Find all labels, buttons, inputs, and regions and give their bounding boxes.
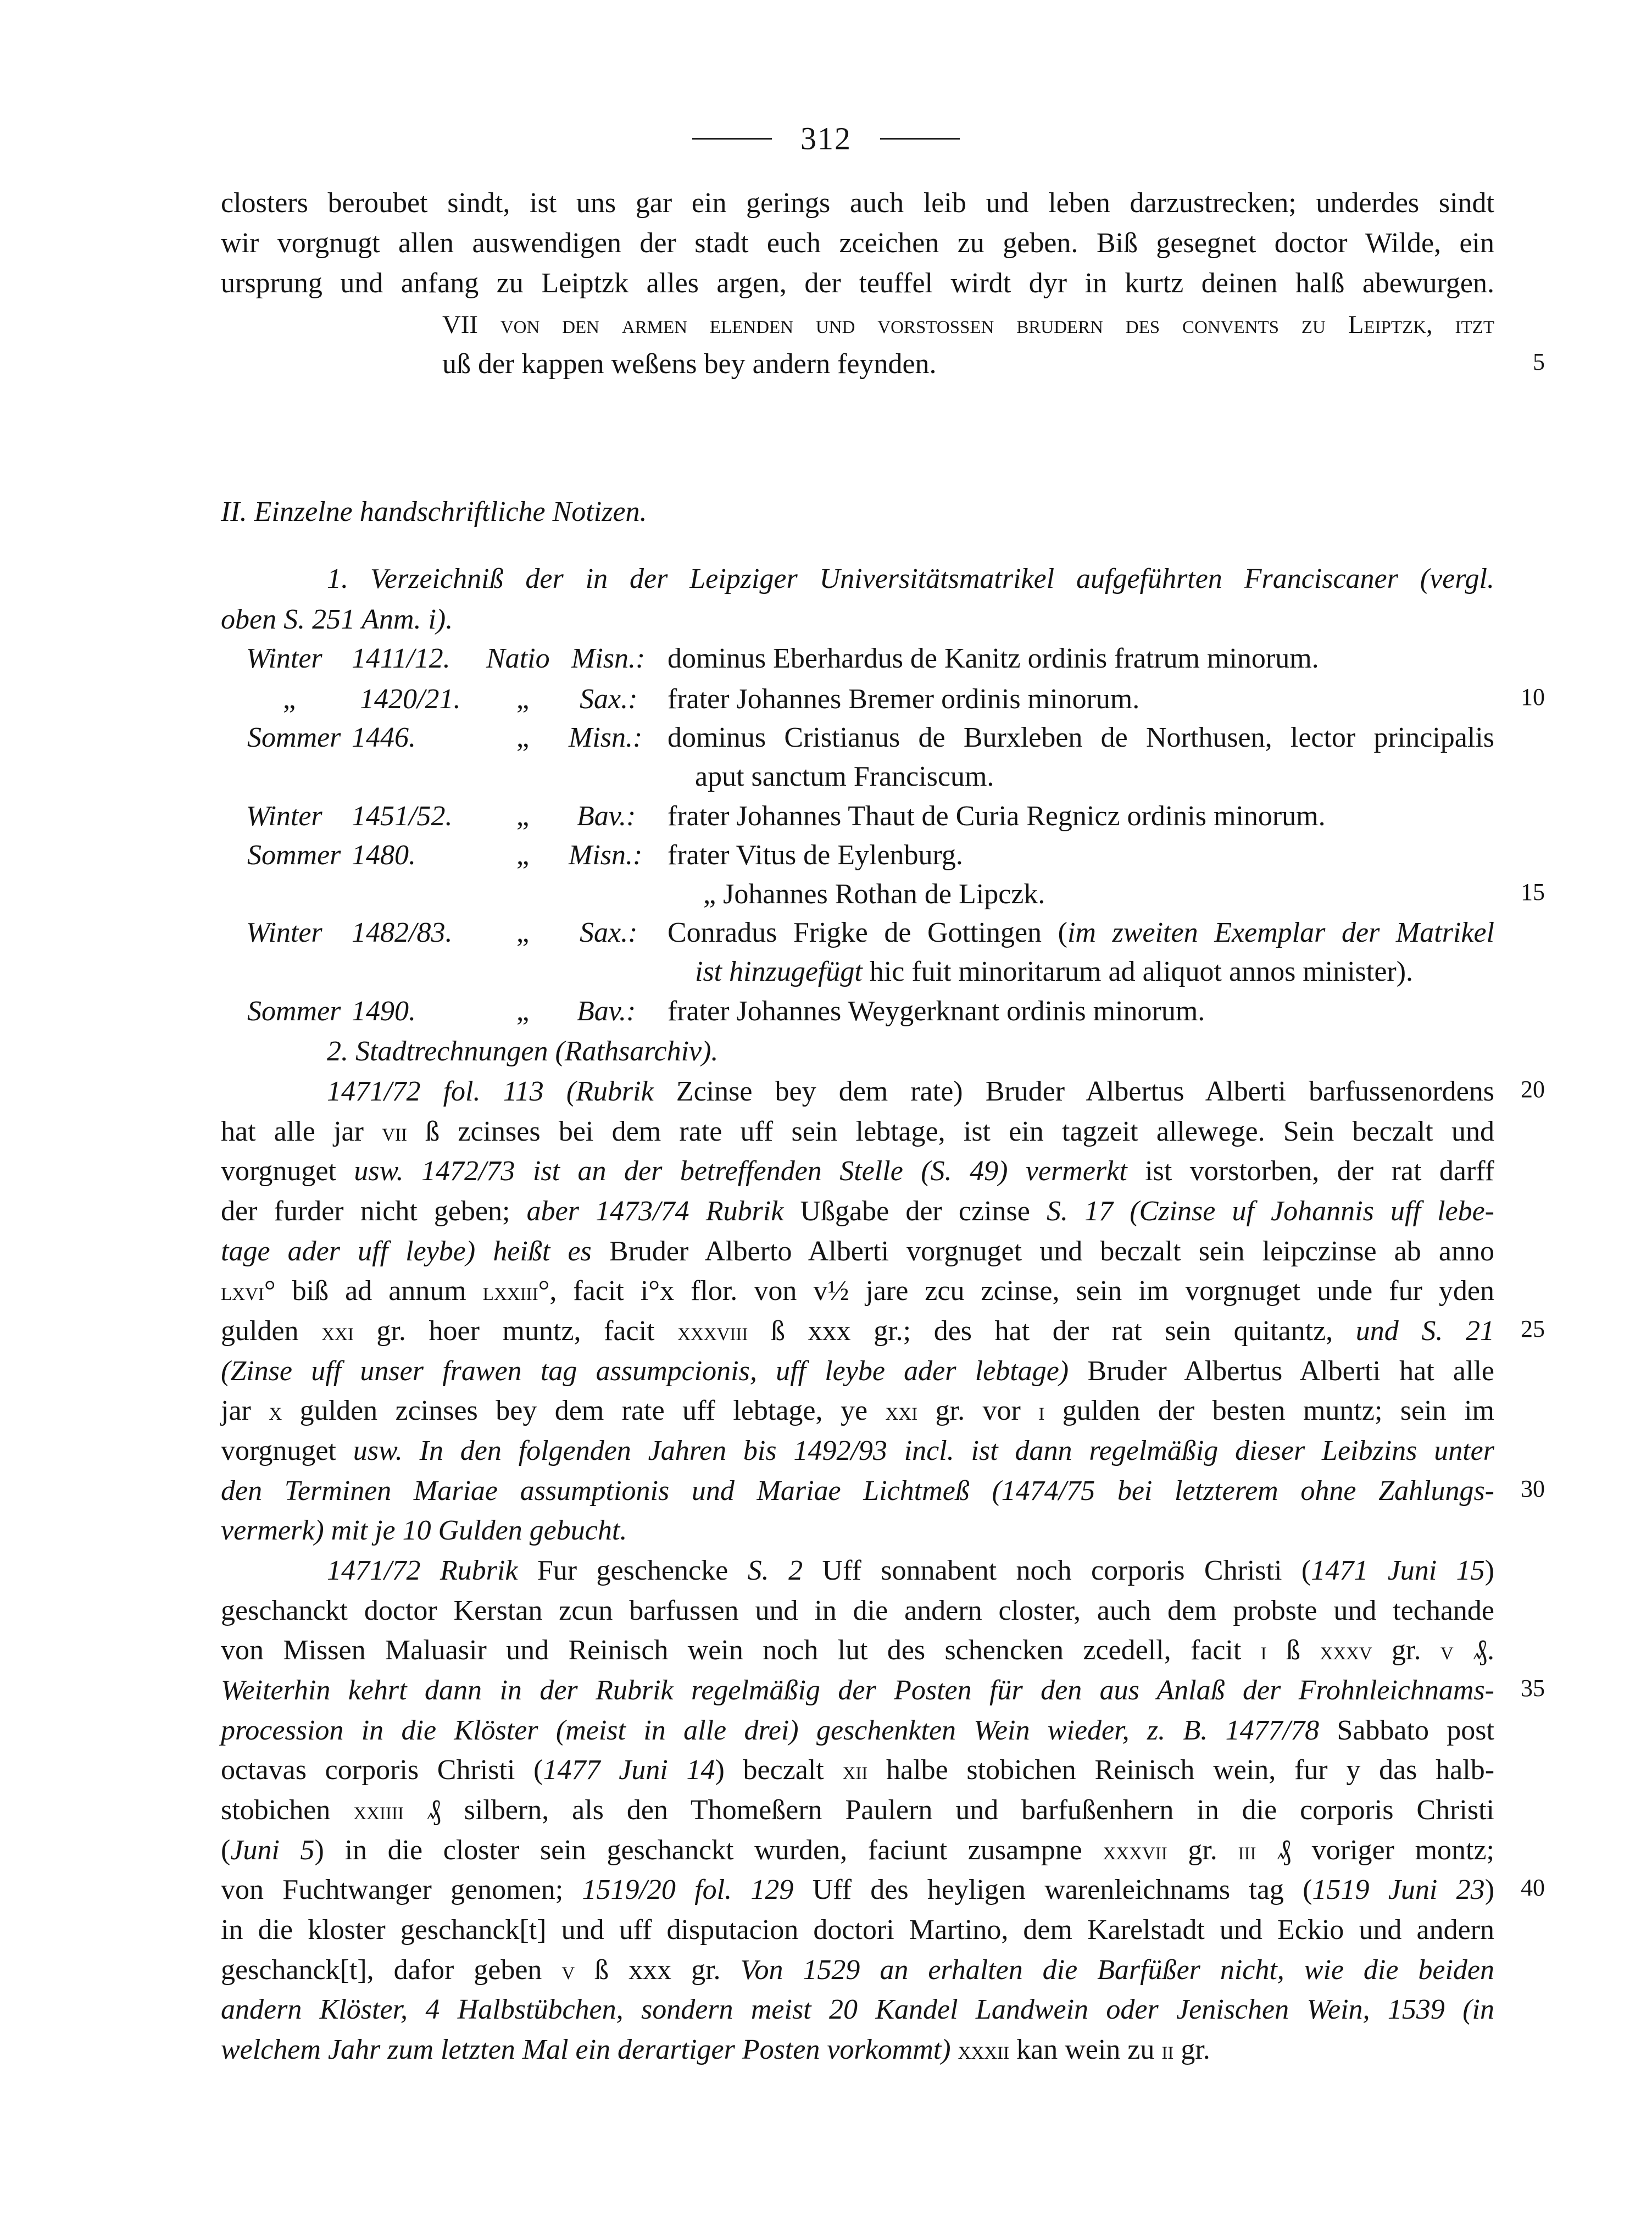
subsection-title: oben S. 251 Anm. i). [221, 604, 453, 635]
entry-term: „ [283, 683, 296, 715]
paragraph-line: von Fuchtwanger genomen; 1519/20 fol. 129 Uff des heyligen warenleichnams tag (1519 Juni 23) [221, 1874, 1495, 1905]
entry-term: Winter [246, 643, 322, 674]
letter-line: closters beroubet sindt, ist uns gar ein gerings auch leib und leben darzustrecken; underdes sindt [221, 187, 1494, 219]
paragraph-line: vorgnuget usw. 1472/73 ist an der betreffenden Stelle (S. 49) vermerkt ist vorstorben, der rat darff [221, 1155, 1495, 1187]
paragraph-line: (Zinse uff unser frawen tag assumpcionis, uff leybe ader lebtage) Bruder Albertus Alberti hat alle [221, 1355, 1494, 1387]
entry-text: frater Johannes Thaut de Curia Regnicz ordinis minorum. [668, 801, 1326, 832]
paragraph-line: stobichen xxiiii ₰ silbern, als den Thomeßern Paulern und barfußenhern in die corporis Christi [221, 1794, 1494, 1826]
subsection-title: 1. Verzeichniß der in der Leipziger Universitätsmatrikel aufgeführten Franciscaner (vergl. [327, 563, 1494, 594]
entry-year: 1446. [352, 722, 416, 753]
paragraph-line: procession in die Klöster (meist in alle drei) geschenkten Wein wieder, z. B. 1477/78 Sabbato post [221, 1715, 1494, 1746]
entry-term: Sommer [247, 722, 341, 753]
entry-text: dominus Cristianus de Burxleben de Northusen, lector principalis [668, 722, 1494, 753]
entry-text: frater Johannes Bremer ordinis minorum. [668, 683, 1140, 715]
entry-year: 1451/52. [352, 801, 453, 832]
paragraph-line: in die kloster geschanck[t] und uff disputacion doctori Martino, dem Karelstadt und Eckio und andern [221, 1914, 1494, 1946]
paragraph-line: vermerk) mit je 10 Gulden gebucht. [221, 1515, 627, 1546]
line-number: 30 [1521, 1475, 1545, 1502]
entry-term: Winter [246, 917, 322, 948]
paragraph-line: andern Klöster, 4 Halbstübchen, sondern meist 20 Kandel Landwein oder Jenischen Wein, 1539 (in [221, 1994, 1494, 2025]
paragraph-line: gulden xxi gr. hoer muntz, facit xxxviii ß xxx gr.; des hat der rat sein quitantz, und S. 21 [221, 1315, 1494, 1347]
entry-natio: „ [516, 840, 530, 871]
entry-year: 1480. [352, 840, 416, 871]
paragraph-line: tage ader uff leybe) heißt es Bruder Alberto Alberti vorgnuget und beczalt sein leipczinse ab anno [221, 1236, 1494, 1267]
entry-text-cont: aput sanctum Franciscum. [695, 761, 994, 792]
entry-year: 1482/83. [352, 917, 453, 948]
paragraph-line: jar x gulden zcinses bey dem rate uff lebtage, ye xxi gr. vor i gulden der besten muntz; sein im [221, 1395, 1494, 1426]
entry-region: Bav.: [577, 801, 636, 832]
entry-text: dominus Eberhardus de Kanitz ordinis fratrum minorum. [668, 643, 1319, 674]
letter-line: ursprung und anfang zu Leiptzk alles argen, der teuffel wirdt dyr in kurtz deinen halß abewurgen. [221, 268, 1494, 299]
entry-text: Conradus Frigke de Gottingen (im zweiten Exemplar der Matrikel [668, 917, 1494, 948]
line-number: 15 [1521, 879, 1545, 905]
line-number: 10 [1521, 683, 1545, 710]
entry-natio: „ [516, 801, 530, 832]
paragraph-line: welchem Jahr zum letzten Mal ein derartiger Posten vorkommt) xxxii kan wein zu ii gr. [221, 2034, 1210, 2065]
paragraph-line: Weiterhin kehrt dann in der Rubrik regelmäßig der Posten für den aus Anlaß der Frohnleichnams- [221, 1675, 1494, 1706]
paragraph-line: vorgnuget usw. In den folgenden Jahren bis 1492/93 incl. ist dann regelmäßig dieser Leibzins unter [221, 1435, 1495, 1466]
page-number: 312 [800, 120, 852, 157]
entry-region: Sax.: [580, 683, 638, 715]
entry-natio: „ [516, 917, 530, 948]
entry-text: frater Johannes Weygerknant ordinis minorum. [668, 996, 1205, 1027]
paragraph-line: 1471/72 fol. 113 (Rubrik Zcinse bey dem rate) Bruder Albertus Alberti barfussenordens [327, 1076, 1495, 1107]
entry-text: frater Vitus de Eylenburg. [668, 840, 963, 871]
paragraph-line: lxvi° biß ad annum lxxiii°, facit i°x flor. von v½ jare zcu zcinse, sein im vorgnuget unde fur yden [221, 1275, 1495, 1307]
entry-region: Sax.: [580, 917, 638, 948]
paragraph-line: von Missen Maluasir und Reinisch wein noch lut des schencken zcedell, facit i ß xxxv gr. v ₰. [221, 1635, 1495, 1666]
entry-region: Misn.: [569, 840, 643, 871]
header-rule-left [692, 138, 772, 140]
header-rule-right [880, 138, 960, 140]
line-number: 40 [1521, 1874, 1545, 1901]
subsection-title: 2. Stadtrechnungen (Rathsarchiv). [327, 1036, 719, 1067]
entry-natio: „ [516, 996, 530, 1027]
entry-region: Misn.: [571, 643, 646, 674]
paragraph-line: der furder nicht geben; aber 1473/74 Rubrik Ußgabe der czinse S. 17 (Czinse uf Johannis uff lebe- [221, 1196, 1494, 1227]
section-heading: II. Einzelne handschriftliche Notizen. [221, 496, 647, 527]
line-number: 20 [1521, 1076, 1545, 1103]
paragraph-line: octavas corporis Christi (1477 Juni 14) beczalt xii halbe stobichen Reinisch wein, fur y das halb- [221, 1754, 1495, 1786]
entry-natio: „ [516, 683, 530, 715]
paragraph-line: geschanckt doctor Kerstan zcun barfussen und in die andern closter, auch dem probste und techande [221, 1595, 1494, 1626]
entry-term: Winter [246, 801, 322, 832]
entry-term: Sommer [247, 996, 341, 1027]
paragraph-line: (Juni 5) in die closter sein geschanckt wurden, faciunt zusampne xxxvii gr. iii ₰ voriger montz; [221, 1835, 1494, 1866]
entry-region: Misn.: [569, 722, 643, 753]
paragraph-line: geschanck[t], dafor geben v ß xxx gr. Von 1529 an erhalten die Barfüßer nicht, wie die beiden [221, 1954, 1495, 1986]
entry-text-cont: ist hinzugefügt hic fuit minoritarum ad aliquot annos minister). [695, 956, 1414, 987]
entry-year: 1411/12. [352, 643, 450, 674]
paragraph-line: 1471/72 Rubrik Fur geschencke S. 2 Uff sonnabent noch corporis Christi (1471 Juni 15) [327, 1555, 1494, 1586]
line-number: 25 [1521, 1315, 1545, 1342]
line-number: 35 [1521, 1675, 1545, 1702]
signature-line: uß der kappen weßens bey andern feynden. [442, 348, 937, 380]
paragraph-line: hat alle jar vii ß zcinses bei dem rate uff sein lebtage, ist ein tagzeit allewege. Sein beczalt und [221, 1116, 1494, 1147]
entry-region: Bav.: [577, 996, 636, 1027]
signature-line: VII von den armen elenden und vorstoßen brudern des convents zu Leiptzk, itzt [442, 310, 1494, 339]
entry-text-cont: „ Johannes Rothan de Lipczk. [703, 879, 1045, 910]
entry-natio: Natio [486, 643, 550, 674]
letter-line: wir vorgnugt allen auswendigen der stadt euch zceichen zu geben. Biß gesegnet doctor Wilde, ein [221, 227, 1494, 259]
line-number: 5 [1533, 348, 1545, 375]
entry-year: 1490. [352, 996, 416, 1027]
entry-natio: „ [516, 722, 530, 753]
entry-term: Sommer [247, 840, 341, 871]
page-header [0, 120, 1652, 157]
entry-year: 1420/21. [360, 683, 461, 715]
paragraph-line: den Terminen Mariae assumptionis und Mariae Lichtmeß (1474/75 bei letzterem ohne Zahlungs- [221, 1475, 1494, 1507]
